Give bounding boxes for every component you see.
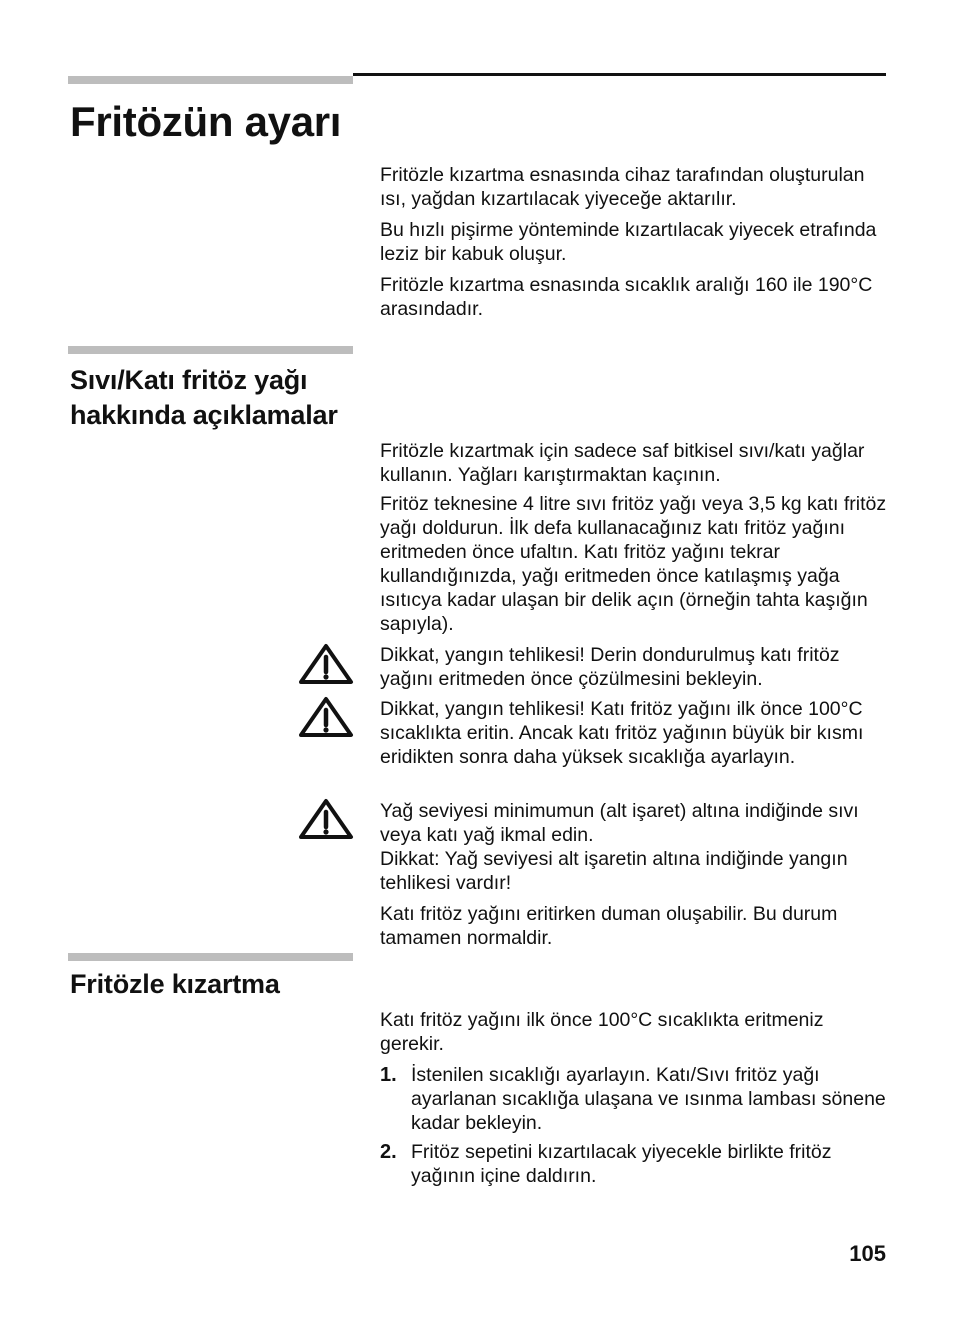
warning-triangle-icon [298,798,354,840]
header-rule-gray [68,76,353,84]
step-number: 1. [380,1064,397,1086]
oil-paragraph-1: Fritözle kızartmak için sadece saf bitkisel sıvı/katı yağlar kullanın. Yağları karıştırmaktan kaçının. [380,440,865,486]
warning-3a-text: Yağ seviyesi minimumun (alt işaret) altına indiğinde sıvı veya katı yağ ikmal edin. [380,800,859,846]
warning-triangle-icon [298,696,354,738]
oil-paragraph-2: Fritöz teknesine 4 litre sıvı fritöz yağı veya 3,5 kg katı fritöz yağı doldurun. İlk defa kullanacağınız katı fritöz yağını eritmeden önce ufaltın. Katı fritöz yağını tekrar kullandığınızda, yağı eritmeden önce katılaşmış yağa ısıtıcya kadar ulaşan bir delik açın (örneğin tahta kaşığın sapıyla). [380,493,887,635]
oil-paragraph-2-block [380,492,890,636]
warning-triangle-icon [298,643,354,685]
header-rule-black [353,73,886,76]
warning-1-text: Dikkat, yangın tehlikesi! Derin dondurulmuş katı fritöz yağını eritmeden önce çözülmesini bekleyin. [380,644,840,690]
oil-paragraph-1-block [380,439,890,487]
intro-paragraph-3: Fritözle kızartma esnasında sıcaklık aralığı 160 ile 190°C arasındadır. [380,274,873,320]
fry-paragraph-1-block [380,1008,890,1056]
warning-2-text: Dikkat, yangın tehlikesi! Katı fritöz yağını ilk önce 100°C sıcaklıkta eritin. Ancak katı fritöz yağının büyük bir kısmı eridikten sonra daha yüksek sıcaklığa ayarlayın. [380,698,864,768]
warning-3b-text: Dikkat: Yağ seviyesi alt işaretin altına indiğinde yangın tehlikesi vardır! [380,848,848,894]
intro-text [380,163,890,321]
warning-3-block [380,799,890,895]
oil-paragraph-3-block [380,902,890,950]
section-rule-oil [68,346,353,354]
fry-paragraph-1: Katı fritöz yağını ilk önce 100°C sıcaklıkta eritmeniz gerekir. [380,1009,824,1055]
step-text: İstenilen sıcaklığı ayarlayın. Katı/Sıvı fritöz yağı ayarlanan sıcaklığa ulaşana ve ısınma lambası sönene kadar bekleyin. [411,1064,886,1134]
step-text: Fritöz sepetini kızartılacak yiyecekle birlikte fritöz yağının içine daldırın. [411,1141,832,1187]
page-number: 105 [849,1241,886,1266]
list-item [380,1140,890,1188]
warning-1-block [380,643,890,691]
oil-paragraph-3: Katı fritöz yağını eritirken duman oluşabilir. Bu durum tamamen normaldir. [380,903,838,949]
list-item [380,1063,890,1135]
section-rule-fry [68,953,353,961]
page-title: Fritözün ayarı [70,98,342,145]
step-number: 2. [380,1141,397,1163]
section-heading-fry: Fritözle kızartma [70,969,280,999]
warning-2-block [380,697,890,769]
intro-paragraph-2: Bu hızlı pişirme yönteminde kızartılacak yiyecek etrafında leziz bir kabuk oluşur. [380,219,877,265]
intro-paragraph-1: Fritözle kızartma esnasında cihaz tarafından oluşturulan ısı, yağdan kızartılacak yiyeceğe aktarılır. [380,164,865,210]
section-heading-oil: Sıvı/Katı fritöz yağı hakkında açıklamalar [70,365,338,430]
